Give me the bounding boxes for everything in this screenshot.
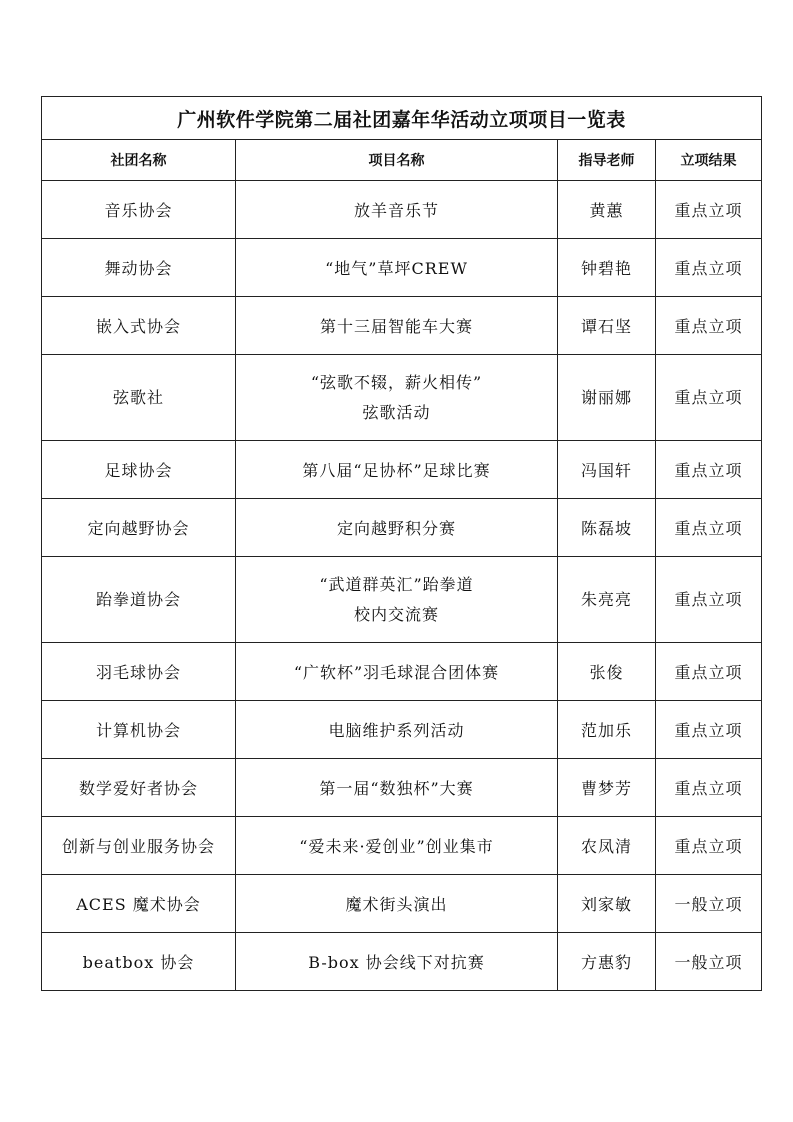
project-name-line: 弦歌活动 [362,402,431,422]
project-name-line: 定向越野积分赛 [336,519,456,538]
project-name-cell [236,643,558,701]
project-name-line: 第一届“数独杯”大赛 [319,779,474,798]
result-cell: 一般立项 [656,933,762,991]
table-row [42,759,762,817]
project-name-line: “弦歌不辍，薪火相传” [310,372,483,392]
title-row [42,97,762,140]
table-row [42,297,762,355]
table-row [42,239,762,297]
advisor-cell: 陈磊坡 [558,499,656,557]
result-cell: 重点立项 [656,817,762,875]
club-name-cell: beatbox 协会 [42,933,236,991]
advisor-cell: 范加乐 [558,701,656,759]
result-cell: 重点立项 [656,441,762,499]
club-name-cell: 音乐协会 [42,181,236,239]
table-row [42,441,762,499]
table-row [42,499,762,557]
project-name-cell [236,239,558,297]
advisor-cell: 方惠豹 [558,933,656,991]
table-row [42,181,762,239]
table-row [42,933,762,991]
project-name-cell [236,817,558,875]
club-name-cell: 嵌入式协会 [42,297,236,355]
result-cell: 重点立项 [656,355,762,441]
project-name-cell [236,557,558,643]
project-name-cell [236,441,558,499]
advisor-cell: 张俊 [558,643,656,701]
table-row [42,701,762,759]
table-row [42,875,762,933]
project-name-line: 第八届“足协杯”足球比赛 [302,461,491,480]
project-name-line: “地气”草坪CREW [325,259,468,278]
club-name-cell: 创新与创业服务协会 [42,817,236,875]
result-cell: 一般立项 [656,875,762,933]
result-cell: 重点立项 [656,701,762,759]
project-name-line: “广软杯”羽毛球混合团体赛 [293,663,500,682]
result-cell: 重点立项 [656,643,762,701]
project-name-line: 第十三届智能车大赛 [319,317,473,336]
table-row [42,557,762,643]
club-name-cell: 舞动协会 [42,239,236,297]
club-name-cell: 足球协会 [42,441,236,499]
project-name-line: 放羊音乐节 [353,201,439,220]
club-name-cell: 定向越野协会 [42,499,236,557]
advisor-cell: 谢丽娜 [558,355,656,441]
column-header-project: 项目名称 [236,140,558,181]
result-cell: 重点立项 [656,499,762,557]
advisor-cell: 钟碧艳 [558,239,656,297]
project-name-cell [236,875,558,933]
club-name-cell: ACES 魔术协会 [42,875,236,933]
advisor-cell: 冯国轩 [558,441,656,499]
project-name-cell [236,181,558,239]
project-name-cell [236,499,558,557]
project-name-cell [236,933,558,991]
project-name-cell [236,759,558,817]
club-name-cell: 弦歌社 [42,355,236,441]
result-cell: 重点立项 [656,239,762,297]
club-name-cell: 数学爱好者协会 [42,759,236,817]
project-list-table [41,96,762,991]
project-name-line: “武道群英汇”跆拳道 [319,574,474,594]
table-row [42,355,762,441]
document-title: 广州软件学院第二届社团嘉年华活动立项项目一览表 [42,97,762,140]
club-name-cell: 计算机协会 [42,701,236,759]
project-name-line: 魔术街头演出 [345,895,448,914]
advisor-cell: 朱亮亮 [558,557,656,643]
club-name-cell: 跆拳道协会 [42,557,236,643]
project-name-line: “爱未来·爱创业”创业集市 [299,837,494,856]
column-header-advisor: 指导老师 [558,140,656,181]
club-name-cell: 羽毛球协会 [42,643,236,701]
result-cell: 重点立项 [656,759,762,817]
advisor-cell: 刘家敏 [558,875,656,933]
result-cell: 重点立项 [656,557,762,643]
advisor-cell: 黄蕙 [558,181,656,239]
advisor-cell: 曹梦芳 [558,759,656,817]
result-cell: 重点立项 [656,297,762,355]
header-row [42,140,762,181]
column-header-club: 社团名称 [42,140,236,181]
column-header-result: 立项结果 [656,140,762,181]
project-name-cell [236,297,558,355]
project-name-line: 校内交流赛 [353,604,439,624]
advisor-cell: 农凤清 [558,817,656,875]
table-row [42,643,762,701]
table-body [42,181,762,991]
advisor-cell: 谭石坚 [558,297,656,355]
project-name-cell [236,701,558,759]
table-row [42,817,762,875]
result-cell: 重点立项 [656,181,762,239]
project-name-cell [236,355,558,441]
project-name-line: 电脑维护系列活动 [328,721,465,740]
project-name-line: B-box 协会线下对抗赛 [308,953,485,972]
